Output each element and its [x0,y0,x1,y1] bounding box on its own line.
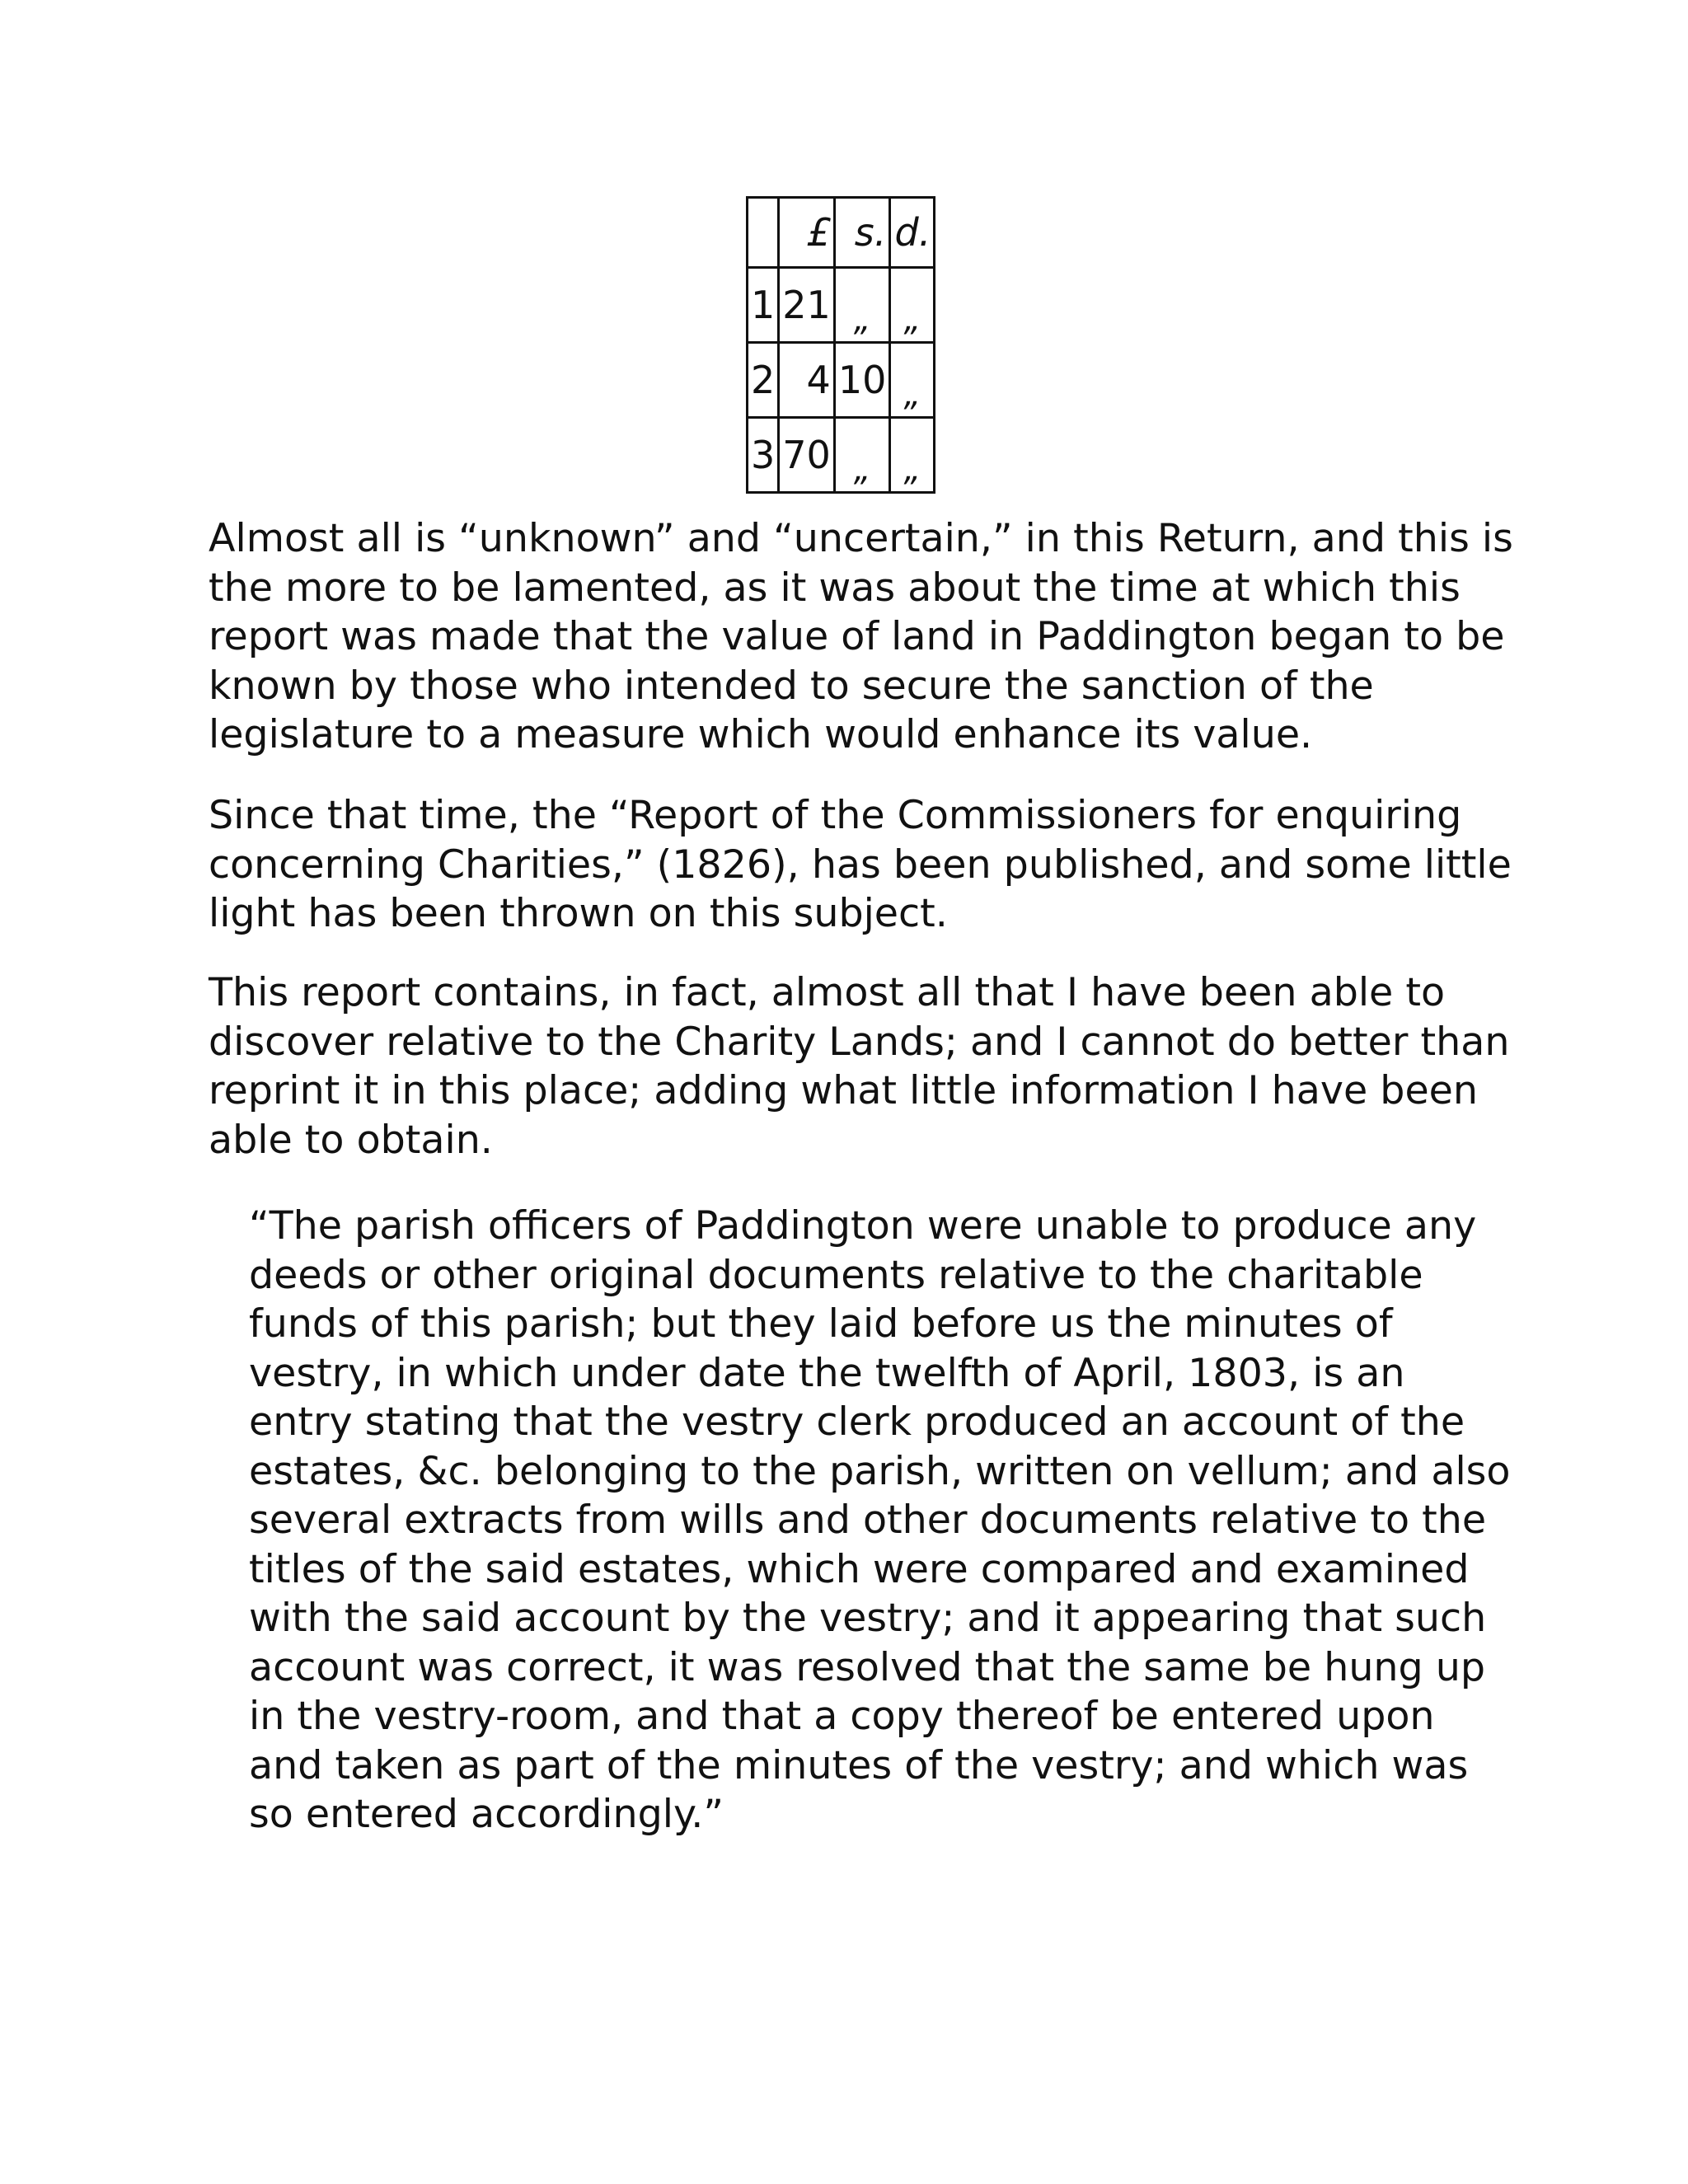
text-line: concerning Charities,” (1826), has been published, and some little [209,841,1512,888]
paragraph-charity-lands [209,968,1510,1165]
table-cell: „ [834,268,890,343]
paragraph-commissioners-report [209,791,1512,939]
text-line: Since that time, the “Report of the Commissioners for enquiring [209,793,1462,838]
text-line: reprint it in this place; adding what little information I have been [209,1068,1479,1113]
text-line: deeds or other original documents relative to the charitable [249,1252,1423,1298]
table-cell: „ [890,343,935,418]
paragraph-return [209,514,1513,760]
table-cell: 70 [779,418,835,493]
table-header-row [748,198,935,268]
table-header-cell: s. [834,198,890,268]
table-cell: 21 [779,268,835,343]
table-row [748,418,935,493]
table-row [748,268,935,343]
text-line: estates, &c. belonging to the parish, written on vellum; and also [249,1448,1511,1494]
text-line: light has been thrown on this subject. [209,891,948,936]
table-header-cell: £ [779,198,835,268]
text-line: This report contains, in fact, almost all that I have been able to [209,970,1446,1015]
table-header-cell [748,198,779,268]
text-line: discover relative to the Charity Lands; and I cannot do better than [209,1019,1510,1065]
money-table [746,196,935,494]
text-line: and taken as part of the minutes of the vestry; and which was [249,1742,1469,1788]
text-line: known by those who intended to secure the sanction of the [209,663,1374,709]
text-line: with the said account by the vestry; and it appearing that such [249,1596,1487,1641]
table-cell: „ [834,418,890,493]
text-line: in the vestry-room, and that a copy thereof be entered upon [249,1694,1435,1739]
text-line: Almost all is “unknown” and “uncertain,” in this Return, and this is [209,516,1513,561]
table-cell: 2 [748,343,779,418]
text-line: funds of this parish; but they laid before us the minutes of [249,1301,1393,1347]
table-header-cell: d. [890,198,935,268]
block-quote [249,1202,1511,1840]
table-cell: 10 [834,343,890,418]
table-cell: „ [890,418,935,493]
text-line: legislature to a measure which would enhance its value. [209,712,1313,757]
table-row [748,343,935,418]
text-line: account was correct, it was resolved that the same be hung up [249,1644,1486,1690]
text-line: “The parish officers of Paddington were unable to produce any [249,1203,1477,1249]
text-line: report was made that the value of land in Paddington began to be [209,614,1505,659]
text-line: titles of the said estates, which were compared and examined [249,1546,1470,1592]
table-cell: „ [890,268,935,343]
table-cell: 4 [779,343,835,418]
text-line: entry stating that the vestry clerk produced an account of the [249,1399,1465,1445]
table-cell: 3 [748,418,779,493]
table-cell: 1 [748,268,779,343]
text-line: several extracts from wills and other documents relative to the [249,1497,1487,1543]
text-line: so entered accordingly.” [249,1792,724,1837]
text-line: able to obtain. [209,1117,493,1163]
text-line: vestry, in which under date the twelfth of April, 1803, is an [249,1350,1405,1396]
text-line: the more to be lamented, as it was about the time at which this [209,565,1461,611]
